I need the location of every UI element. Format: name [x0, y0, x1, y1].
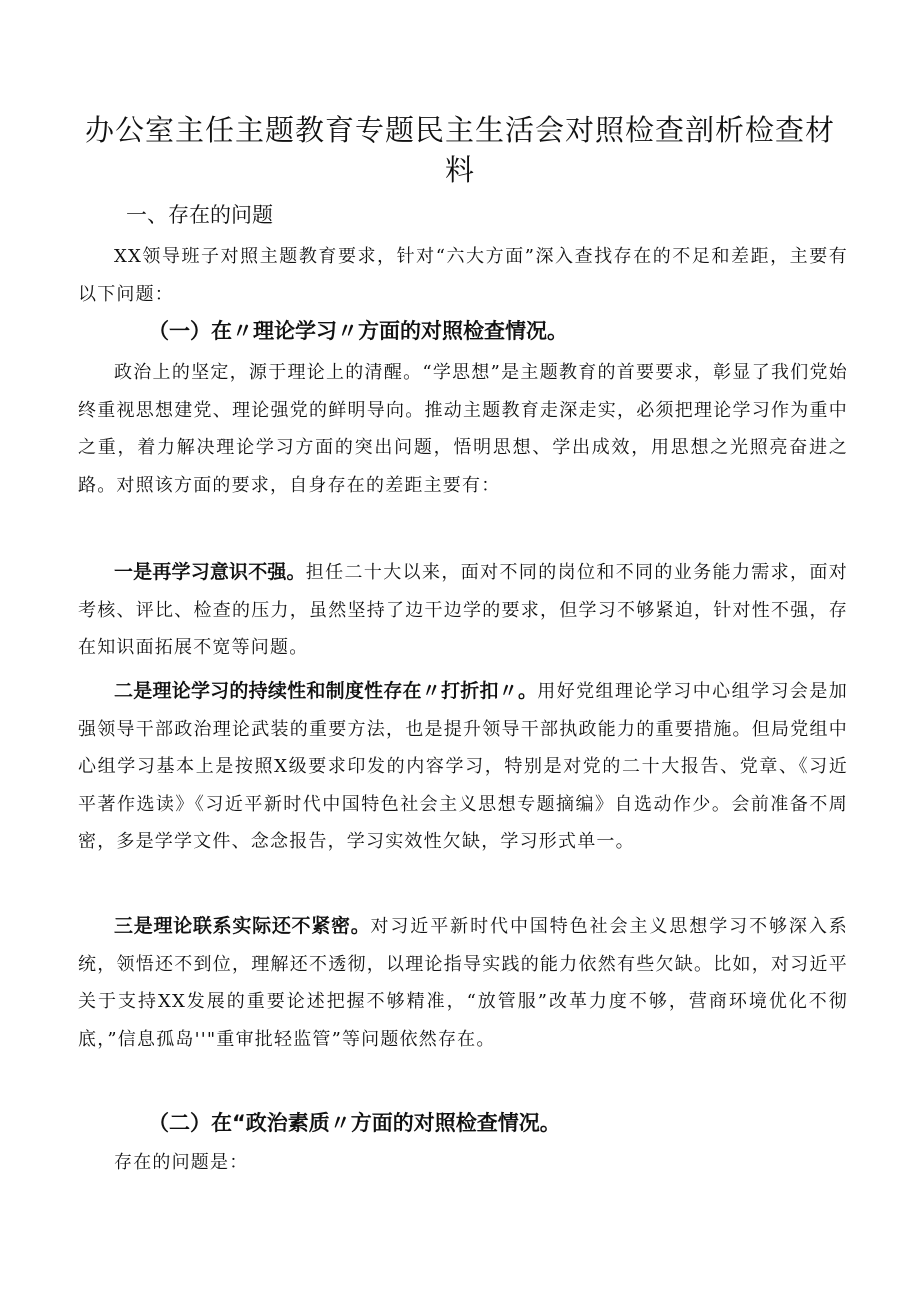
point-3-paragraph — [78, 908, 848, 1058]
point-2-body: 用好党组理论学习中心组学习会是加强领导干部政治理论武装的重要方法，也是提升领导干部执政能力的重要措施。但局党组中心组学习基本上是按照X级要求印发的内容学习，特别是对党的二十大报告、党章、《习近平著作选读》《习近平新时代中国特色社会主义思想专题摘编》自选动作少。会前准备不周密，多是学学文件、念念报告，学习实效性欠缺，学习形式单一。 — [78, 681, 848, 852]
point-3-lead: 三是理论联系实际还不紧密。 — [114, 915, 371, 937]
point-3-body: 对习近平新时代中国特色社会主义思想学习不够深入系统，领悟还不到位，理解还不透彻，以理论指导实践的能力依然有些欠缺。比如，对习近平关于支持XX发展的重要论述把握不够精准，“放管服”改革力度不够，营商环境优化不彻底，”信息孤岛''"重审批轻监管”等问题依然存在。 — [78, 916, 848, 1050]
point-2-paragraph — [78, 673, 848, 861]
section-heading-problems: 一、存在的问题 — [126, 203, 273, 227]
point-2-lead: 二是理论学习的持续性和制度性存在〃打折扣〃。 — [114, 680, 538, 702]
document-title: 办公室主任主题教育专题民主生活会对照检查剖析检查材料 — [84, 113, 835, 187]
subsection-heading-political-quality: （二）在“政治素质〃方面的对照检查情况。 — [148, 1111, 561, 1135]
theory-study-intro-paragraph: 政治上的坚定，源于理论上的清醒。“学思想”是主题教育的首要要求，彰显了我们党始终重视思想建党、理论强党的鲜明导向。推动主题教育走深走实，必须把理论学习作为重中之重，着力解决理论学习方面的突出问题，悟明思想、学出成效，用思想之光照亮奋进之路。对照该方面的要求，自身存在的差距主要有： — [78, 362, 848, 496]
point-1-paragraph — [78, 554, 848, 667]
subsection-heading-theory-study: （一）在〃理论学习〃方面的对照检查情况。 — [148, 319, 568, 343]
point-1-lead: 一是再学习意识不强。 — [114, 561, 306, 583]
intro-paragraph: XX领导班子对照主题教育要求，针对“六大方面”深入查找存在的不足和差距，主要有以下问题： — [78, 246, 848, 305]
point-1-body: 担任二十大以来，面对不同的岗位和不同的业务能力需求，面对考核、评比、检查的压力，虽然坚持了边干边学的要求，但学习不够紧迫，针对性不强，存在知识面拓展不宽等问题。 — [78, 562, 848, 658]
political-quality-intro-paragraph: 存在的问题是： — [114, 1152, 249, 1173]
